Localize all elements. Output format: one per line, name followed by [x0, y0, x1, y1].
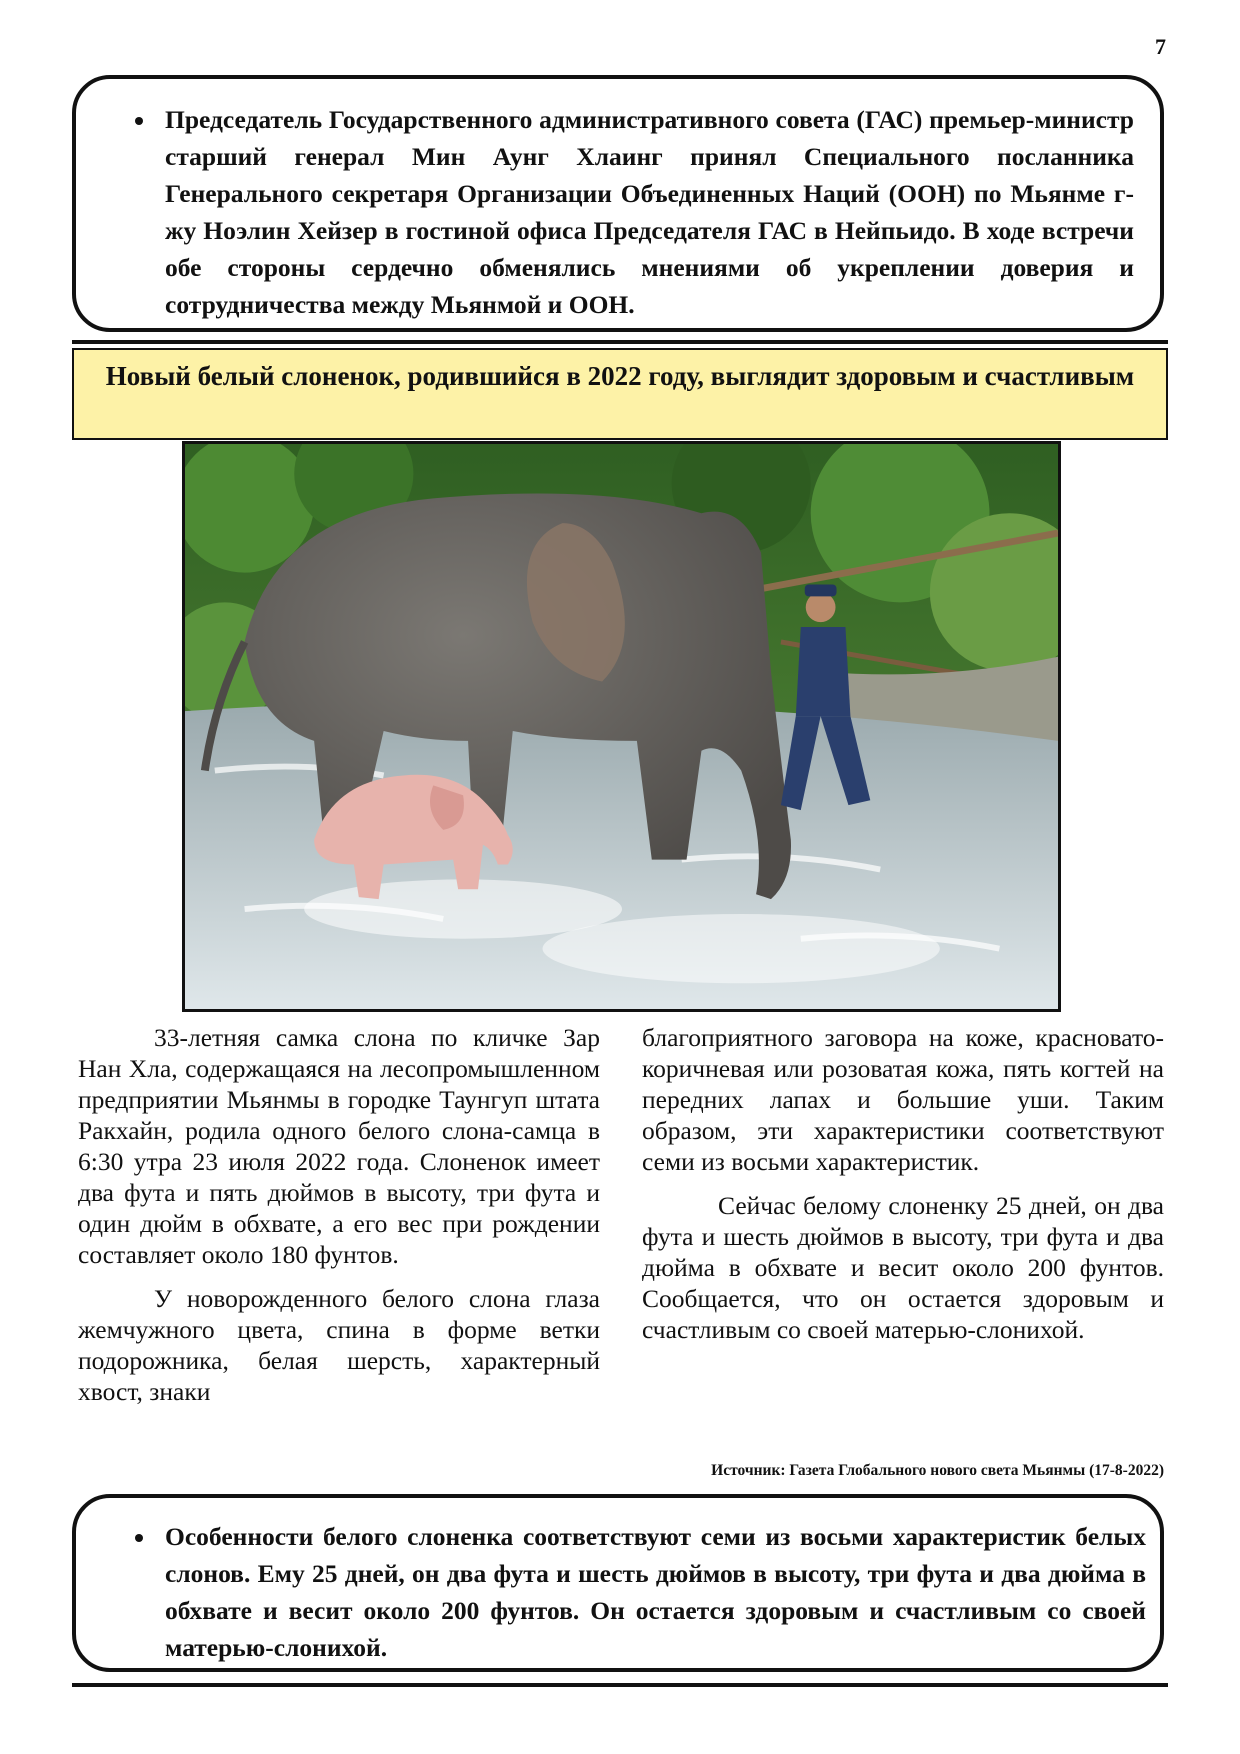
article-paragraph: 33-летняя самка слона по кличке Зар Нан Хла, содержащаяся на лесопромышленном предприятии Мьянмы в городке Таунгуп штата Ракхайн, родила одного белого слона-самца в 6:30 утра 23 июля 2022 года. Слоненок имеет два фута и пять дюймов в высоту, три фута и один дюйм в обхвате, а его вес при рождении составляет около 180 фунтов. [78, 1023, 600, 1269]
article-headline: Новый белый слоненок, родившийся в 2022 году, выглядит здоровым и счастливым [72, 348, 1168, 440]
article-right-column [642, 1022, 1164, 1358]
bottom-callout [72, 1494, 1164, 1672]
top-callout [72, 75, 1164, 332]
article-paragraph: У новорожденного белого слона глаза жемчужного цвета, спина в форме ветки подорожника, белая шерсть, характерный хвост, знаки [78, 1284, 600, 1406]
bottom-callout-text: • Особенности белого слоненка соответствуют семи из восьми характеристик белых слонов. Ему 25 дней, он два фута и шесть дюймов в высоту, три фута и два дюйма в обхвате и весит около 200 фунтов. Он остается здоровым и счастливым со своей матерью-слонихой. [157, 1518, 1146, 1666]
article-left-column [78, 1022, 600, 1468]
page-number: 7 [1155, 34, 1166, 59]
bottom-callout-list [102, 1518, 1146, 1666]
article-source: Источник: Газета Глобального нового света Мьянмы (17-8-2022) [711, 1462, 1164, 1479]
article-paragraph: Сейчас белому слоненку 25 дней, он два фута и шесть дюймов в высоту, три фута и два дюйма в обхвате и весит около 200 фунтов. Сообщается, что он остается здоровым и счастливым со своей матерью-слонихой. [642, 1191, 1164, 1344]
elephant-photo [182, 441, 1061, 1012]
bottom-divider-rule [72, 1683, 1168, 1687]
divider-rule [72, 340, 1168, 344]
top-callout-list [102, 101, 1134, 323]
elephant-photo-illustration [185, 444, 1058, 1009]
top-callout-text: • Председатель Государственного административного совета (ГАС) премьер-министр старший генерал Мин Аунг Хлаинг принял Специального посланника Генерального секретаря Организации Объединенных Наций (ООН) по Мьянме г-жу Ноэлин Хейзер в гостиной офиса Председателя ГАС в Нейпьидо. В ходе встречи обе стороны сердечно обменялись мнениями об укреплении доверия и сотрудничества между Мьянмой и ООН. [157, 101, 1134, 323]
article-paragraph: благоприятного заговора на коже, красновато-коричневая или розоватая кожа, пять когтей на передних лапах и большие уши. Таким образом, эти характеристики соответствуют семи из восьми характеристик. [642, 1023, 1164, 1176]
